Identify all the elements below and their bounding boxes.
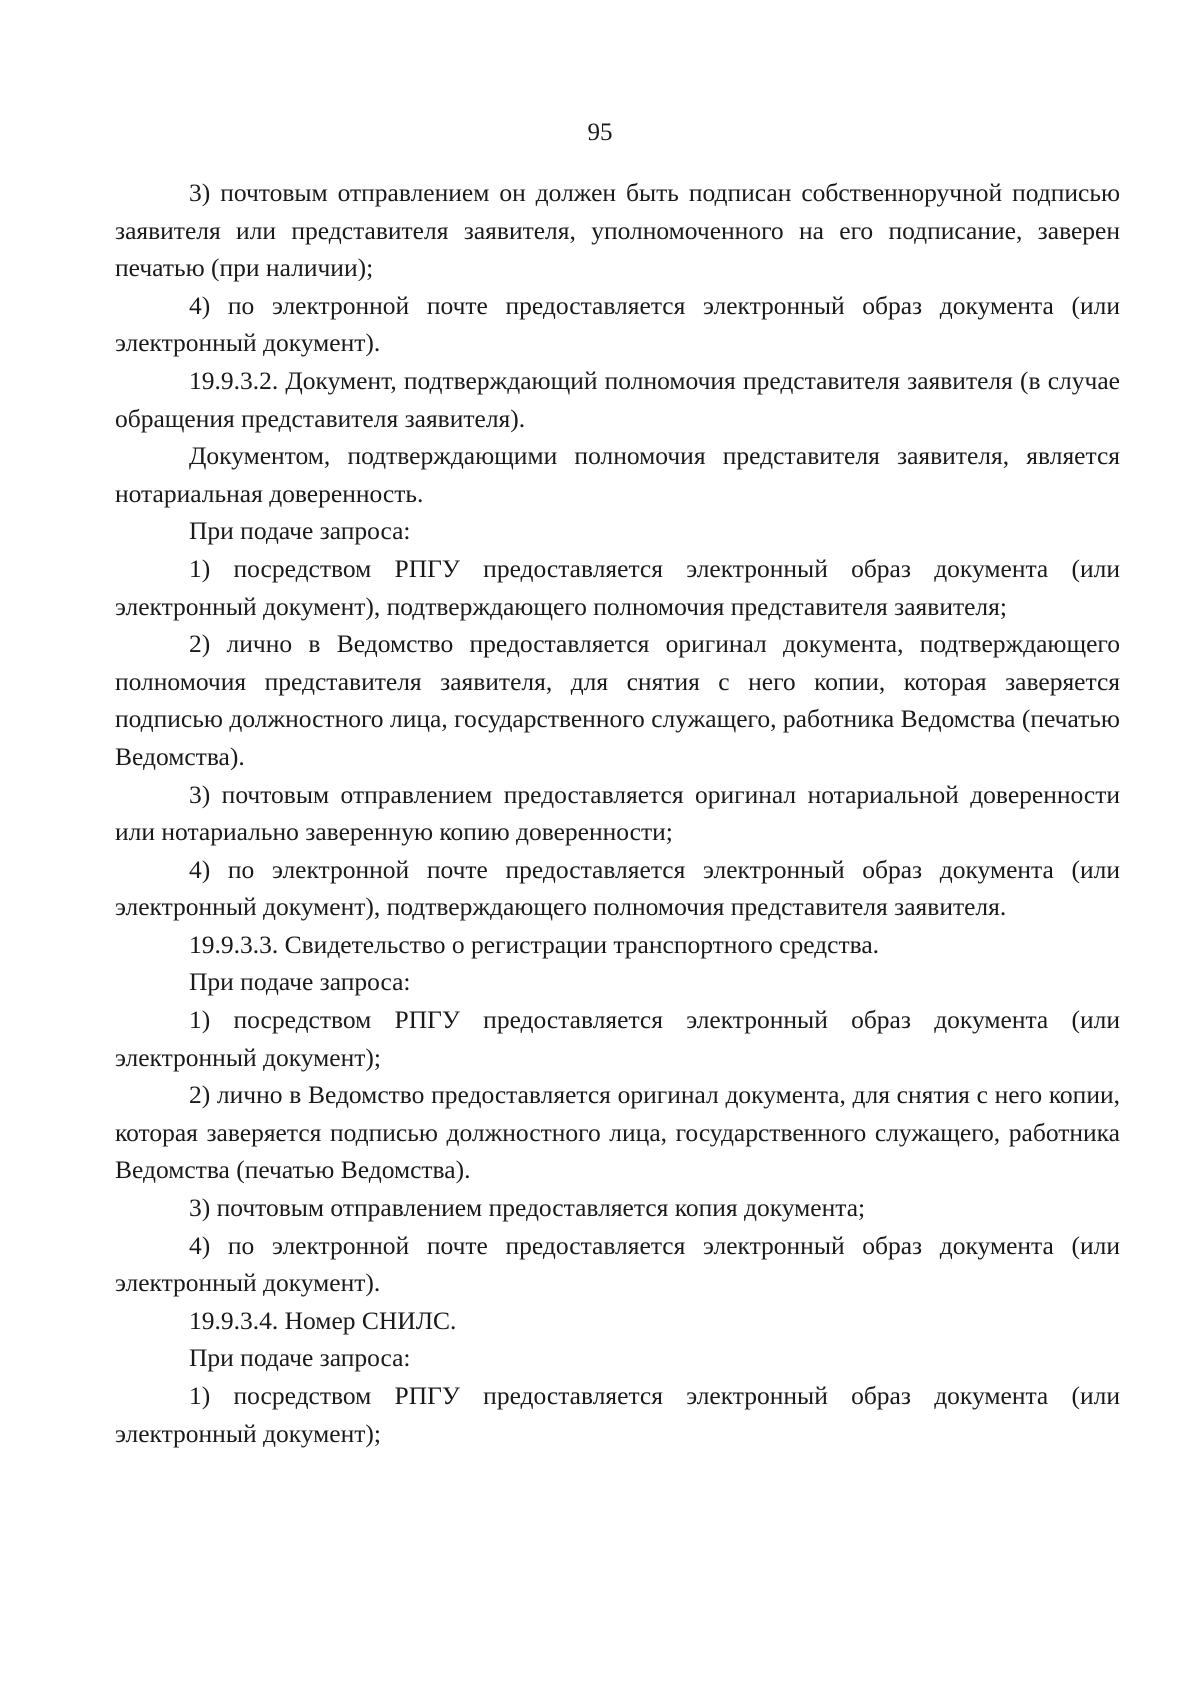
paragraph: 2) лично в Ведомство предоставляется оригинал документа, подтверждающего полномочия представителя заявителя, для снятия с него копии, которая заверяется подписью должностного лица, государственного служащего, работника Ведомства (печатью Ведомства). — [115, 629, 1120, 771]
paragraph: 19.9.3.4. Номер СНИЛС. — [189, 1305, 457, 1335]
paragraph: 3) почтовым отправлением предоставляется копия документа; — [189, 1193, 866, 1223]
paragraph: 4) по электронной почте предоставляется электронный образ документа (или электронный документ), подтверждающего полномочия представителя заявителя. — [115, 854, 1120, 922]
paragraph: 3) почтовым отправлением он должен быть подписан собственноручной подписью заявителя или представителя заявителя, уполномоченного на его подписание, заверен печатью (при наличии); — [115, 178, 1120, 283]
paragraph: При подаче запроса: — [189, 967, 411, 997]
paragraph: 19.9.3.2. Документ, подтверждающий полномочия представителя заявителя (в случае обращения представителя заявителя). — [115, 365, 1120, 433]
document-body — [115, 174, 1120, 1452]
paragraph: Документом, подтверждающими полномочия представителя заявителя, является нотариальная доверенность. — [115, 441, 1120, 508]
paragraph: 4) по электронной почте предоставляется электронный образ документа (или электронный документ). — [115, 290, 1120, 358]
page-number: 95 — [587, 119, 613, 146]
paragraph: При подаче запроса: — [189, 516, 411, 546]
paragraph: 1) посредством РПГУ предоставляется электронный образ документа (или электронный документ), подтверждающего полномочия представителя заявителя; — [115, 553, 1120, 621]
paragraph: 19.9.3.3. Свидетельство о регистрации транспортного средства. — [189, 929, 880, 959]
paragraph: 1) посредством РПГУ предоставляется электронный образ документа (или электронный документ); — [115, 1005, 1120, 1072]
paragraph: 2) лично в Ведомство предоставляется оригинал документа, для снятия с него копии, которая заверяется подписью должностного лица, государственного служащего, работника Ведомства (печатью Ведомства). — [115, 1080, 1120, 1185]
paragraph: 3) почтовым отправлением предоставляется оригинал нотариальной доверенности или нотариально заверенную копию доверенности; — [115, 779, 1120, 847]
paragraph: При подаче запроса: — [189, 1343, 411, 1373]
paragraph: 1) посредством РПГУ предоставляется электронный образ документа (или электронный документ); — [115, 1381, 1120, 1448]
paragraph: 4) по электронной почте предоставляется электронный образ документа (или электронный документ). — [115, 1230, 1120, 1298]
